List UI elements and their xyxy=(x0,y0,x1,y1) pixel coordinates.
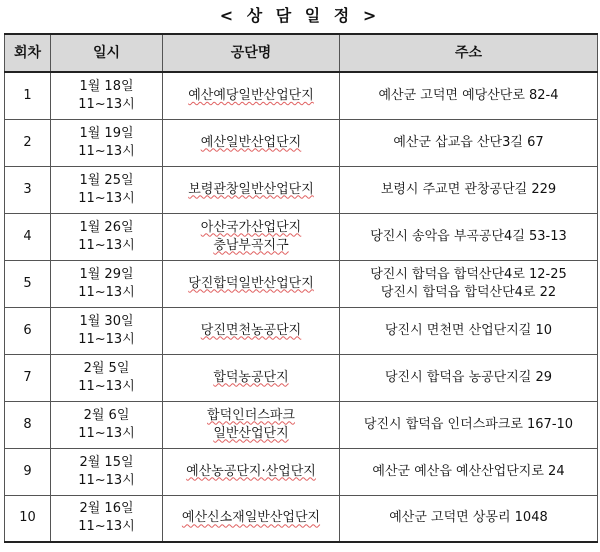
address-cell xyxy=(340,166,598,213)
session-number-cell: 6 xyxy=(5,307,51,354)
date-text: 1월 29일 xyxy=(79,266,134,282)
complex-name-cell xyxy=(163,260,340,307)
complex-name-text: 당진합덕일반산업단지 xyxy=(188,275,314,291)
address-cell xyxy=(340,401,598,448)
date-text: 1월 18일 xyxy=(79,78,134,94)
session-number-cell: 7 xyxy=(5,354,51,401)
date-text: 2월 15일 xyxy=(79,454,134,470)
time-text: 11~13시 xyxy=(78,425,135,441)
time-text: 11~13시 xyxy=(78,143,135,159)
session-number-cell: 2 xyxy=(5,119,51,166)
date-text: 1월 19일 xyxy=(79,125,134,141)
address-text: 당진시 송악읍 부곡공단4길 53-13 xyxy=(370,228,567,244)
time-text: 11~13시 xyxy=(78,331,135,347)
table-row xyxy=(5,354,598,401)
address-cell xyxy=(340,307,598,354)
address-text: 당진시 합덕읍 합덕산단4로 22 xyxy=(380,284,557,300)
table-row xyxy=(5,213,598,260)
address-text: 예산군 고덕면 예당산단로 82-4 xyxy=(378,87,559,103)
time-text: 11~13시 xyxy=(78,519,135,535)
complex-name-cell xyxy=(163,401,340,448)
datetime-cell xyxy=(51,213,163,260)
time-text: 11~13시 xyxy=(78,96,135,112)
time-text: 11~13시 xyxy=(78,472,135,488)
datetime-cell xyxy=(51,72,163,119)
table-row xyxy=(5,72,598,119)
address-text: 보령시 주교면 관창공단길 229 xyxy=(380,181,557,197)
address-text: 당진시 합덕읍 농공단지길 29 xyxy=(384,369,553,385)
address-cell xyxy=(340,119,598,166)
time-text: 11~13시 xyxy=(78,190,135,206)
address-text: 예산군 예산읍 예산산업단지로 24 xyxy=(372,463,565,479)
complex-name-text: 보령관창일반산업단지 xyxy=(188,181,314,197)
address-text: 예산군 고덕면 상몽리 1048 xyxy=(389,510,548,526)
table-row xyxy=(5,495,598,542)
date-text: 2월 5일 xyxy=(83,360,130,376)
table-row xyxy=(5,401,598,448)
complex-name-cell xyxy=(163,307,340,354)
address-cell xyxy=(340,72,598,119)
complex-name-text: 예산예당일반산업단지 xyxy=(188,87,314,103)
table-row xyxy=(5,260,598,307)
session-number-cell: 1 xyxy=(5,72,51,119)
session-number-cell: 9 xyxy=(5,448,51,495)
address-text: 당진시 면천면 산업단지길 10 xyxy=(384,322,553,338)
datetime-cell xyxy=(51,401,163,448)
complex-name-cell xyxy=(163,119,340,166)
time-text: 11~13시 xyxy=(78,378,135,394)
date-text: 2월 6일 xyxy=(83,407,130,423)
complex-name-text: 예산농공단지·산업단지 xyxy=(186,463,316,479)
header-complex-name: 공단명 xyxy=(163,34,340,72)
session-number-cell: 3 xyxy=(5,166,51,213)
complex-name-cell xyxy=(163,448,340,495)
address-text: 예산군 삽교읍 산단3길 67 xyxy=(393,134,544,150)
table-row xyxy=(5,448,598,495)
complex-name-text: 합덕인더스파크 xyxy=(207,407,295,423)
address-text: 당진시 합덕읍 합덕산단4로 12-25 xyxy=(370,266,567,282)
address-cell xyxy=(340,495,598,542)
date-text: 1월 30일 xyxy=(79,313,134,329)
address-cell xyxy=(340,448,598,495)
schedule-table xyxy=(4,33,598,543)
complex-name-text: 당진면천농공단지 xyxy=(200,322,302,338)
complex-name-text: 예산일반산업단지 xyxy=(200,134,302,150)
session-number-cell: 4 xyxy=(5,213,51,260)
header-session: 회차 xyxy=(5,34,51,72)
datetime-cell xyxy=(51,354,163,401)
header-address: 주소 xyxy=(340,34,598,72)
complex-name-cell xyxy=(163,72,340,119)
complex-name-text: 예산신소재일반산업단지 xyxy=(181,510,321,526)
date-text: 1월 26일 xyxy=(79,219,134,235)
datetime-cell xyxy=(51,166,163,213)
table-row xyxy=(5,166,598,213)
session-number-cell: 5 xyxy=(5,260,51,307)
session-number-cell: 10 xyxy=(5,495,51,542)
time-text: 11~13시 xyxy=(78,237,135,253)
schedule-title: < 상 담 일 정 > xyxy=(219,6,381,25)
datetime-cell xyxy=(51,495,163,542)
complex-name-cell xyxy=(163,354,340,401)
session-number-cell: 8 xyxy=(5,401,51,448)
complex-name-text: 아산국가산업단지 xyxy=(200,219,302,235)
datetime-cell xyxy=(51,260,163,307)
complex-name-cell xyxy=(163,166,340,213)
complex-name-cell xyxy=(163,495,340,542)
date-text: 2월 16일 xyxy=(79,501,134,517)
address-text: 당진시 합덕읍 인더스파크로 167-10 xyxy=(363,416,574,432)
address-cell xyxy=(340,354,598,401)
header-datetime: 일시 xyxy=(51,34,163,72)
address-cell xyxy=(340,213,598,260)
datetime-cell xyxy=(51,448,163,495)
table-row xyxy=(5,307,598,354)
table-row xyxy=(5,119,598,166)
time-text: 11~13시 xyxy=(78,284,135,300)
address-cell xyxy=(340,260,598,307)
complex-name-text: 일반산업단지 xyxy=(213,425,289,441)
datetime-cell xyxy=(51,119,163,166)
date-text: 1월 25일 xyxy=(79,172,134,188)
complex-name-cell xyxy=(163,213,340,260)
complex-name-text: 합덕농공단지 xyxy=(213,369,289,385)
complex-name-text: 충남부곡지구 xyxy=(213,237,289,253)
datetime-cell xyxy=(51,307,163,354)
table-header-row xyxy=(5,34,598,72)
table-body xyxy=(5,72,598,542)
